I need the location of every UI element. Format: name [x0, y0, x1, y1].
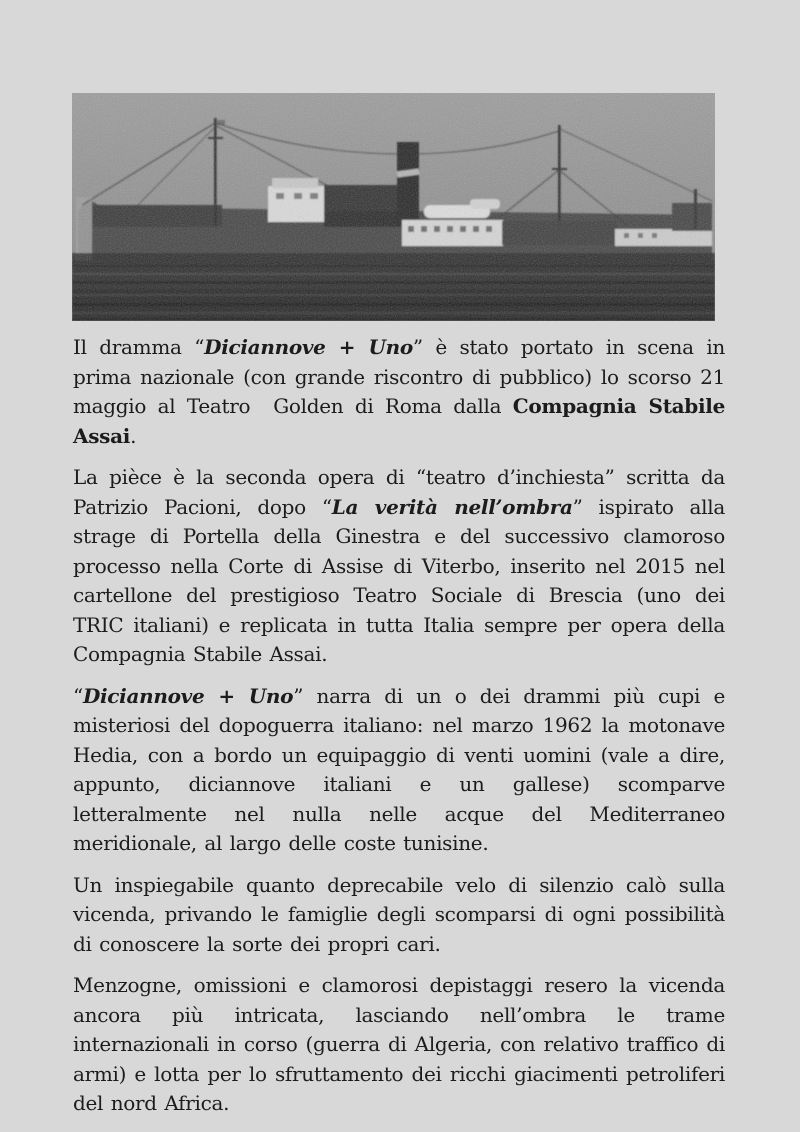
paragraph-1	[73, 333, 725, 451]
text-run: Diciannove + Uno	[82, 683, 294, 708]
text-run: Menzogne, omissioni e clamorosi depistaggi resero la vicenda ancora più intricata, lasciando nell’ombra le trame internazionali in corso (guerra di Algeria, con relativo traffico di armi) e lotta per lo sfruttamento dei ricchi giacimenti petroliferi del nord Africa.	[73, 973, 725, 1115]
text-run: ” ispirato alla strage di Portella della Ginestra e del successivo clamoroso processo nella Corte di Assise di Viterbo, inserito nel 2015 nel cartellone del prestigioso Teatro Sociale di Brescia (uno dei TRIC italiani) e replicata in tutta Italia sempre per opera della Compagnia Stabile Assai.	[73, 494, 725, 666]
paragraph-4	[73, 871, 725, 960]
article-body	[73, 333, 725, 1131]
ship-photo-graphic	[72, 93, 715, 321]
photo-grain-overlay	[72, 93, 715, 321]
text-run: ” è stato portato in scena in prima nazionale (con grande riscontro di pubblico) lo scorso 21 maggio al Teatro Golden di Roma dalla	[73, 335, 725, 418]
paragraph-2	[73, 463, 725, 670]
text-run: Il dramma “	[73, 335, 205, 359]
text-run: “	[73, 683, 83, 708]
paragraph-3	[73, 682, 725, 859]
text-run: Un inspiegabile quanto deprecabile velo di silenzio calò sulla vicenda, privando le famiglie degli scomparsi di ogni possibilità di conoscere la sorte dei propri cari.	[73, 872, 725, 956]
text-run: Diciannove + Uno	[204, 335, 413, 359]
text-run: .	[130, 423, 137, 448]
paragraph-5	[73, 971, 725, 1119]
text-run: La verità nell’ombra	[331, 494, 573, 519]
text-run: ” narra di un o dei drammi più cupi e misteriosi del dopoguerra italiano: nel marzo 1962 la motonave Hedia, con a bordo un equipaggio di venti uomini (vale a dire, appunto, diciannove italiani e un gallese) scomparve letteralmente nel nulla nelle acque del Mediterraneo meridionale, al largo delle coste tunisine.	[73, 683, 725, 855]
text-run: Compagnia Stabile Assai	[73, 394, 725, 448]
ship-photo	[72, 93, 715, 321]
text-run: La pièce è la seconda opera di “teatro d’inchiesta” scritta da Patrizio Pacioni, dopo “	[73, 465, 725, 519]
